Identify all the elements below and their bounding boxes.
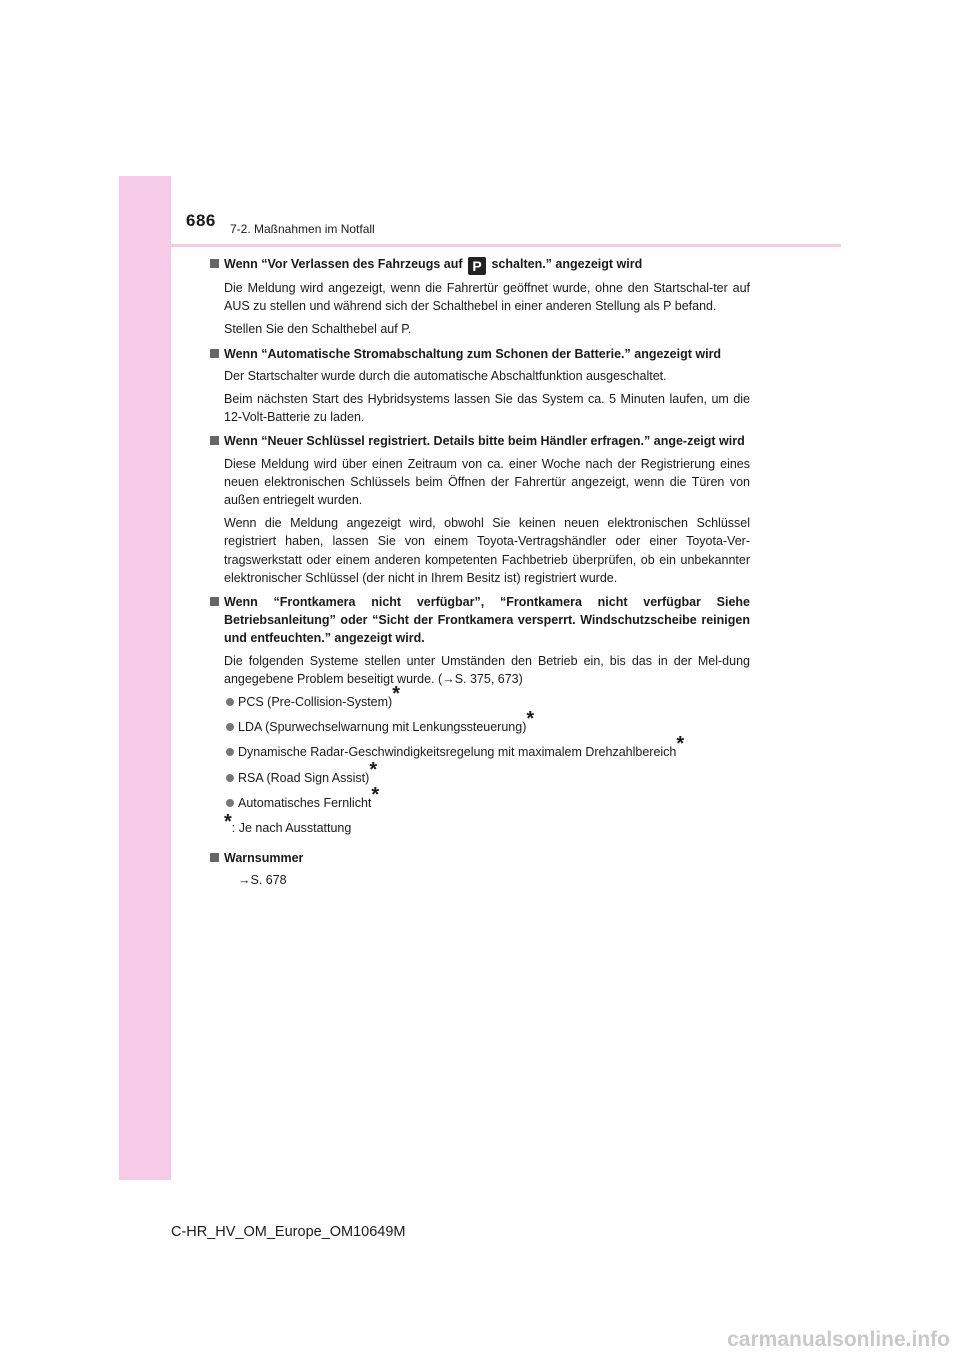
asterisk-mark: * [392,683,400,706]
square-bullet-icon [210,349,219,358]
list-item: Automatisches Fernlicht* [208,794,750,812]
header-rule [171,244,841,247]
section-title: 7-2. Maßnahmen im Notfall [230,222,375,236]
watermark: carmanualsonline.info [727,1328,950,1351]
square-bullet-icon [210,853,219,862]
round-bullet-icon [226,799,234,807]
sidebar-tab [119,176,171,1180]
asterisk-mark: * [369,758,378,781]
footnote: *: Je nach Ausstattung [224,811,352,836]
asterisk-mark: * [526,708,535,731]
section-heading: Wenn “Frontkamera nicht verfügbar”, “Frontkamera nicht verfügbar Siehe Betriebsanleitung” oder “Sicht der Frontkamera versperrt. Windschutzscheibe reinigen und entfeuchten.” angezeigt wird. [208,593,750,648]
list-item: LDA (Spurwechselwarnung mit Lenkungssteuerung)* [208,718,750,736]
section-front-camera [208,593,750,837]
section-heading: Warnsummer [208,849,750,867]
paragraph: Stellen Sie den Schalthebel auf P. [224,322,412,337]
paragraph: Beim nächsten Start des Hybridsystems lassen Sie das System ca. 5 Minuten laufen, um die 12-Volt-Batterie zu laden. [224,392,750,425]
page-content [208,255,750,896]
asterisk-mark: * [676,733,685,756]
round-bullet-icon [226,698,234,706]
square-bullet-icon [210,436,219,445]
section-auto-power-off [208,345,750,427]
section-heading: Wenn “Automatische Stromabschaltung zum Schonen der Batterie.” angezeigt wird [208,345,750,363]
asterisk-mark: * [224,811,232,834]
paragraph: Diese Meldung wird über einen Zeitraum von ca. einer Woche nach der Registrierung eines neuen elektronischen Schlüssels beim Öffnen der Fahrertür angezeigt, wenn die Türen von außen entriegelt wurden. [224,456,750,508]
p-position-icon: P [468,257,486,275]
list-item: RSA (Road Sign Assist)* [208,769,750,787]
square-bullet-icon [210,259,219,268]
list-item: PCS (Pre-Collision-System)* [208,693,750,711]
square-bullet-icon [210,597,219,606]
section-park-message [208,255,750,339]
document-code: C-HR_HV_OM_Europe_OM10649M [171,1224,406,1240]
round-bullet-icon [226,748,234,756]
page-number: 686 [186,211,216,230]
round-bullet-icon [226,723,234,731]
list-item: Dynamische Radar-Geschwindigkeitsregelung mit maximalem Drehzahlbereich* [208,743,750,761]
paragraph: Die folgenden Systeme stellen unter Umständen den Betrieb ein, bis das in der Mel-dung angegebene Problem beseitigt wurde. (→S. 375, 673) [224,653,750,686]
page-reference-link[interactable]: →S. 678 [238,873,287,888]
round-bullet-icon [226,774,234,782]
section-new-key [208,432,750,587]
section-heading: Wenn “Vor Verlassen des Fahrzeugs auf P schalten.” angezeigt wird [208,255,750,275]
section-heading: Wenn “Neuer Schlüssel registriert. Details bitte beim Händler erfragen.” ange-zeigt wird [208,432,750,450]
paragraph: Wenn die Meldung angezeigt wird, obwohl Sie keinen neuen elektronischen Schlüssel registriert haben, lassen Sie von einem Toyota-Vertragshändler oder einer Toyota-Ver-tragswerkstatt oder einem anderen kompetenten Fachbetrieb überprüfen, ob ein unbekannter elektronischer Schlüssel (der nicht in Ihrem Besitz ist) registriert wurde. [224,516,750,585]
section-warning-buzzer [208,849,750,889]
asterisk-mark: * [371,783,380,806]
paragraph: Der Startschalter wurde durch die automatische Abschaltfunktion ausgeschaltet. [224,368,667,383]
paragraph: Die Meldung wird angezeigt, wenn die Fahrertür geöffnet wurde, ohne den Startschal-ter auf AUS zu stellen und während sich der Schalthebel in einer anderen Stellung als P befand. [224,281,750,314]
